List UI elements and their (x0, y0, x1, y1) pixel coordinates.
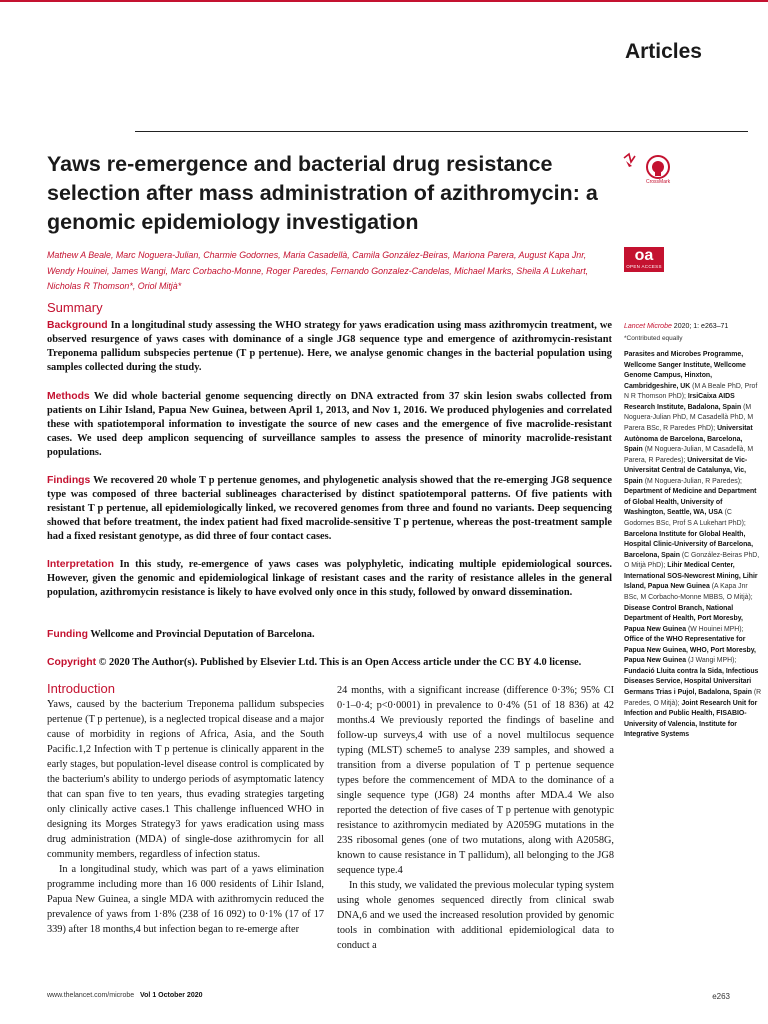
methods-label: Methods (47, 391, 90, 402)
top-accent-rule (0, 0, 768, 2)
intro-paragraph-3: 24 months, with a significant increase (difference 0·3%; 95% CI 0·1–0·4; p<0·0001) in prevalence to 0·4% (51 of 18 836) at 42 months.4 We previously reported the findings of baseline and follow-up surveys,4 with use of a novel multilocus sequence typing (MLST) scheme5 to analyse 239 samples, and showed a transition from a diverse population of T p pertenue sequence types before the commencement of MDA to the dominance of a single sequence type (JG8) 24 months after MDA.4 We also reported the detection of five cases of T p pertenue with genotypic resistance to azithromycin mediated by A2059G mutations in the 23S ribosomal genes (one of two mutations, along with A2058G, known to cause resistance in T pallidum), all belonging to the JG8 sequence type.4 (337, 685, 614, 876)
author-list: Mathew A Beale, Marc Noguera-Julian, Charmie Godornes, Maria Casadellà, Camila González-Beiras, Mariona Parera, August Kapa Jnr, Wendy Houinei, James Wangi, Marc Corbacho-Monne, Roger Paredes, Fernando Gonzalez-Candelas, Michael Marks, Sheila A Lukehart, Nicholas R Thomson*, Oriol Mitjà* (47, 250, 589, 292)
affiliation-item (624, 605, 743, 633)
journal-url-link[interactable]: www.thelancet.com/microbe (47, 992, 135, 999)
findings-text: We recovered 20 whole T p pertenue genomes, and phylogenetic analysis showed that the re-emerging JG8 sequence type was composed of three bacterial sublineages characterised by distinct spatiotemporal patterns. Of five patients with resistant T p pertenue, all epidemiologically linked, we recovered genomes from three and found no variants. Deep sequencing showed that before treatment, the index patient had fixed macrolide-sensitive T p pertenue, whereas the post-treatment sample had a fixed resistant genotype, as did three of four contact cases. (47, 475, 612, 543)
affiliations-list (624, 350, 762, 741)
affiliation-people: (M A Beale PhD, Prof N R Thomson PhD); (624, 382, 758, 401)
contribution-note: *Contributed equally (624, 335, 683, 342)
affiliation-people: (C González-Beiras PhD, O Mitjà PhD); (624, 551, 760, 570)
citation-line (624, 321, 728, 332)
affiliation-item (624, 488, 756, 527)
introduction-heading: Introduction (47, 681, 115, 696)
intro-paragraph-4: In this study, we validated the previous molecular typing system using whole genomes sequenced directly from clinical swab DNA,6 and we used the increased resolution provided by genomic tools in combination with additional epidemiological data to conduct a (337, 880, 614, 951)
summary-background (47, 319, 612, 375)
affiliation-people: (J Wangi MPH); (687, 657, 737, 665)
affiliation-name: Universitat Autònoma de Barcelona, Barcelona, Spain (624, 424, 753, 454)
affiliation-name: Department of Medicine and Department of Global Health, University of Washington, Seattle, WA, USA (624, 488, 757, 517)
affiliation-name: Joint Research Unit for Infection and Public Health, FISABIO-University of Valencia, Institute for Integrative Systems (624, 699, 758, 739)
affiliation-name: Lihir Medical Center, International SOS-Newcrest Mining, Lihir Island, Papua New Guinea (624, 562, 758, 591)
summary-findings (47, 474, 612, 544)
intro-left-column (47, 697, 324, 937)
funding-label: Funding (47, 629, 88, 640)
summary-heading: Summary (47, 300, 103, 315)
footer-left (47, 992, 203, 999)
interpretation-text: In this study, re-emergence of yaws cases was polyphyletic, indicating multiple epidemiological sources. However, given the genomic and epidemiological linkage of resistant cases and the rarity of resistance alleles in the general population, azithromycin resistance is likely to have evolved only once in this study, followed by onward dissemination. (47, 559, 612, 599)
affiliation-people: (M Noguera-Julian, M Casadellà, M Parera, R Paredes); (624, 446, 754, 464)
open-access-badge (624, 247, 664, 272)
findings-label: Findings (47, 475, 91, 486)
copyright-label: Copyright (47, 657, 97, 668)
copyright-text: © 2020 The Author(s). Published by Elsevier Ltd. This is an Open Access article under the CC BY 4.0 license. (98, 657, 582, 668)
affiliation-name: Fundació Lluita contra la Sida, Infectious Diseases Service, Hospital Universitari Germans Trias i Pujol, Badalona, Spain (624, 667, 759, 696)
oa-badge-text: oa (634, 247, 654, 264)
affiliation-name: Office of the WHO Representative for Papua New Guinea, WHO, Port Moresby, Papua New Guinea (624, 636, 756, 665)
section-label: Articles (624, 40, 702, 63)
summary-interpretation (47, 558, 612, 600)
affiliation-people: (M Noguera-Julian, R Paredes); (644, 477, 742, 485)
citation-journal: Lancet Microbe (624, 323, 672, 330)
methods-text: We did whole bacterial genome sequencing directly on DNA extracted from 37 skin lesion swabs collected from patients on Lihir Island, Papua New Guinea, between April 1, 2013, and Nov 1, 2016. We produced phylogenies and correlated these with spatiotemporal information to investigate the source of new cases and the emergence of five macrolide-resistant cases. We used deep amplicon sequencing of surveillance samples to assess the presence of minority macrolide-resistant populations. (47, 391, 612, 459)
background-text: In a longitudinal study assessing the WHO strategy for yaws eradication using mass azithromycin treatment, we observed resurgence of yaws cases with dominance of a single JG8 sequence type and emergence of azithromycin-resistant Treponema pallidum subspecies pertenue (T p pertenue). Here, we analyse genomic changes in the bacterial population using samples collected during the study. (47, 320, 612, 374)
interpretation-label: Interpretation (47, 559, 114, 570)
summary-funding (47, 628, 612, 642)
intro-paragraph-2: In a longitudinal study, which was part of a yaws elimination programme including more than 16 000 residents of Lihir Island, Papua New Guinea, a single MDA with azithromycin reduced the prevalence of yaws from 1·8% (238 of 16 092) to 0·1% (17 of 17 339) after 18 months,4 but infection began to re-emerge after (47, 864, 324, 935)
affiliation-people: (M Noguera-Julian PhD, M Casadellà PhD, M Parera BSc, R Paredes PhD); (624, 403, 754, 432)
article-title: Yaws re-emergence and bacterial drug resistance selection after mass administration of azithromycin: a genomic epidemiology investigation (47, 152, 598, 234)
crossmark-icon (620, 152, 674, 192)
affiliation-item (624, 636, 756, 664)
intro-paragraph-1: Yaws, caused by the bacterium Treponema pallidum subspecies pertenue (T p pertenue), is a neglected tropical disease and a major cause of morbidity in regions of Africa, Asia, and the South Pacific.1,2 Infection with T p pertenue is clinically apparent in the early stages, but population-level disease control is complicated by the bacterium's ability to undergo periods of asymptomatic latency that can span five to ten years, thus evading strategies targeting only clinically active cases.1 This challenge influenced WHO in designing its Morges Strategy3 for yaws eradication using mass drug administration (MDA) of single-dose azithromycin for all community members, regardless of infection status. (47, 699, 324, 860)
summary-methods (47, 390, 612, 460)
affiliation-people: (W Houinei MPH); (687, 625, 744, 633)
affiliation-name: Barcelona Institute for Global Health, Hospital Clinic-University of Barcelona, Barcelona, Spain (624, 530, 754, 559)
crossmark-button[interactable] (620, 152, 674, 192)
oa-badge-subtext: OPEN ACCESS (626, 264, 662, 269)
crossmark-label: CrossMark (646, 179, 671, 185)
affiliation-people: (C Godornes BSc, Prof S A Lukehart PhD); (624, 509, 746, 527)
affiliation-name: IrsiCaixa AIDS Research Institute, Badalona, Spain (624, 393, 744, 411)
intro-right-column (337, 683, 614, 953)
affiliation-name: Disease Control Branch, National Department of Health, Port Moresby, Papua New Guinea (624, 604, 743, 633)
citation-details: 2020; 1: e263–71 (671, 323, 729, 330)
volume-issue: Vol 1 October 2020 (140, 992, 203, 999)
affiliation-name: Universitat de Vic-Universitat Central de Catalunya, Vic, Spain (624, 456, 748, 485)
affiliation-people: (R Paredes, O Mitjà); (624, 689, 762, 707)
affiliation-people: (A Kapa Jnr BSc, M Corbacho-Monne MBBS, O Mitjà); (624, 583, 753, 601)
funding-text: Wellcome and Provincial Deputation of Barcelona. (90, 629, 315, 640)
page-number: e263 (712, 992, 730, 1001)
background-label: Background (47, 320, 108, 331)
header-divider (135, 131, 748, 132)
affiliation-name: Parasites and Microbes Programme, Wellcome Sanger Institute, Wellcome Genome Campus, Hinxton, Cambridgeshire, UK (624, 351, 746, 390)
summary-copyright (47, 656, 612, 670)
